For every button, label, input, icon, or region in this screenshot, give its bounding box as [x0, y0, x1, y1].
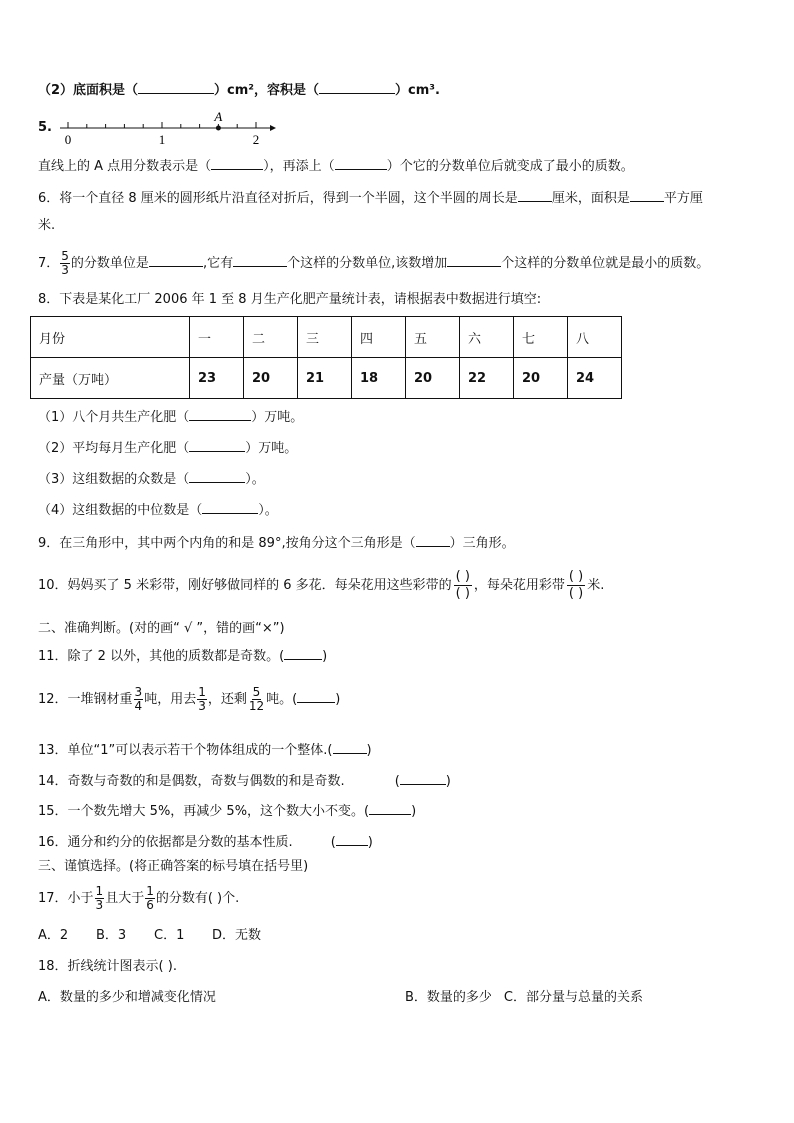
text: ) [445, 774, 451, 789]
table-cell: 24 [568, 358, 622, 399]
answer-blank[interactable] [284, 646, 322, 660]
text: 14．奇数与奇数的和是偶数，奇数与偶数的和是奇数. [38, 774, 345, 789]
question-16 [38, 832, 373, 852]
answer-blank[interactable] [518, 188, 552, 202]
table-cell: 21 [298, 358, 352, 399]
table-cell: 六 [460, 317, 514, 358]
question-17-options [38, 927, 261, 945]
option-a[interactable]: A．2 [38, 928, 69, 943]
table-cell: 一 [190, 317, 244, 358]
question-18: 18．折线统计图表示( ). [38, 959, 177, 974]
answer-blank[interactable] [630, 188, 664, 202]
text: ) [322, 649, 328, 664]
text: ）个它的分数单位后就变成了最小的质数。 [386, 159, 634, 174]
text: ) [366, 743, 372, 758]
question-11 [38, 646, 327, 666]
text: 吨。( [266, 692, 298, 707]
text: 个这样的分数单位就是最小的质数。 [501, 256, 710, 271]
text: ）三角形。 [449, 536, 515, 551]
text: ）万吨。 [251, 410, 304, 425]
number-line [55, 106, 295, 146]
table-cell: 三 [298, 317, 352, 358]
text: 11．除了 2 以外，其他的质数都是奇数。( [38, 649, 285, 664]
answer-blank[interactable] [447, 253, 501, 267]
answer-blank[interactable] [189, 438, 245, 452]
text: 7． [38, 256, 60, 271]
question-5-text [38, 156, 634, 176]
tick-marks [68, 122, 256, 128]
text: ）。 [258, 503, 278, 518]
point-a-label: A [214, 109, 223, 124]
table-cell: 22 [460, 358, 514, 399]
question-8-sub2 [38, 438, 297, 458]
text: 6．将一个直径 8 厘米的圆形纸片沿直径对折后，得到一个半圆，这个半圆的周长是 [38, 191, 518, 206]
table-row-label: 产量（万吨） [31, 358, 190, 399]
text: ）cm³. [395, 83, 440, 98]
option-c[interactable]: C．1 [154, 928, 185, 943]
text: ）万吨。 [245, 441, 298, 456]
fraction-blank[interactable]: $\frac{( )}{( )}$ [455, 569, 470, 601]
fraction-blank[interactable]: $\frac{( )}{( )}$ [568, 569, 584, 601]
answer-blank[interactable] [400, 771, 446, 785]
answer-blank[interactable] [336, 832, 368, 846]
table-cell: 二 [244, 317, 298, 358]
text: （1）八个月共生产化肥（ [38, 410, 190, 425]
answer-blank[interactable] [335, 156, 387, 170]
text: ）。 [245, 472, 265, 487]
text: ) [411, 804, 417, 819]
question-6-line2: 米. [38, 218, 56, 233]
question-8-sub3 [38, 469, 265, 489]
answer-blank[interactable] [319, 80, 395, 94]
question-8-sub4 [38, 500, 278, 520]
question-prev-part2 [38, 80, 440, 100]
fraction: $\frac{5}{3}$ [61, 249, 69, 277]
table-cell: 五 [406, 317, 460, 358]
table-cell: 23 [190, 358, 244, 399]
question-14 [38, 771, 451, 791]
section-3-title: 三、谨慎选择。(将正确答案的标号填在括号里) [38, 859, 309, 874]
tick-label-0: 0 [64, 132, 72, 146]
fraction: $\frac{5}{12}$ [248, 685, 265, 713]
text: 且大于 [105, 891, 145, 906]
table-cell: 八 [568, 317, 622, 358]
fraction: $\frac{3}{4}$ [134, 685, 143, 713]
text: 17．小于 [38, 891, 94, 906]
text: 16．通分和约分的依据都是分数的基本性质. [38, 835, 293, 850]
question-18-options-bc [405, 989, 643, 1007]
question-7 [38, 244, 709, 284]
table-header-label: 月份 [31, 317, 190, 358]
text: ，每朵花用彩带 [473, 578, 565, 593]
answer-blank[interactable] [416, 533, 450, 547]
fraction: $\frac{1}{6}$ [146, 884, 154, 912]
question-8-sub1 [38, 407, 303, 427]
text: ) [367, 835, 373, 850]
answer-blank[interactable] [233, 253, 287, 267]
question-18-option-a[interactable]: A．数量的多少和增减变化情况 [38, 990, 216, 1005]
text: ,它有 [202, 256, 234, 271]
fraction: $\frac{1}{3}$ [95, 884, 104, 912]
text: ( [394, 774, 400, 789]
table-cell: 七 [514, 317, 568, 358]
text: ) [335, 692, 341, 707]
text: 的分数有( )个. [155, 891, 240, 906]
option-d[interactable]: D．无数 [212, 928, 262, 943]
table-cell: 20 [406, 358, 460, 399]
text: 10．妈妈买了 5 米彩带，刚好够做同样的 6 多花．每朵花用这些彩带的 [38, 578, 452, 593]
text: ，还剩 [207, 692, 247, 707]
text: ），再添上（ [263, 159, 335, 174]
question-5-number: 5. [38, 120, 52, 135]
fraction: $\frac{1}{3}$ [198, 685, 206, 713]
text: 9．在三角形中，其中两个内角的和是 89°,按角分这个三角形是（ [38, 536, 416, 551]
text: 直线上的 A 点用分数表示是（ [38, 159, 212, 174]
table-cell: 20 [514, 358, 568, 399]
table-cell: 20 [244, 358, 298, 399]
question-6-line1 [38, 188, 703, 208]
answer-blank[interactable] [297, 689, 335, 703]
text: （4）这组数据的中位数是（ [38, 503, 203, 518]
text: ）cm²，容积是（ [214, 83, 319, 98]
table-row [31, 358, 622, 399]
text: （3）这组数据的众数是（ [38, 472, 190, 487]
text: 吨，用去 [144, 692, 197, 707]
text: （2）平均每月生产化肥（ [38, 441, 190, 456]
text: 15．一个数先增大 5%，再减少 5%，这个数大小不变。( [38, 804, 370, 819]
text: 13．单位“1”可以表示若干个物体组成的一个整体.( [38, 743, 333, 758]
tick-label-2: 2 [252, 132, 260, 146]
question-9 [38, 533, 515, 553]
text: 12．一堆钢材重 [38, 692, 133, 707]
text: ( [330, 835, 336, 850]
text: 米. [587, 578, 605, 593]
tick-label-1: 1 [158, 132, 166, 146]
table-cell: 18 [352, 358, 406, 399]
text: 个这样的分数单位,该数增加 [287, 256, 448, 271]
text: 厘米，面积是 [551, 191, 630, 206]
answer-blank[interactable] [189, 407, 251, 421]
section-2-title: 二、准确判断。(对的画“ √ ”，错的画“×”) [38, 621, 285, 636]
question-12 [38, 680, 340, 720]
axis-arrow-icon [270, 125, 276, 131]
answer-blank[interactable] [333, 740, 367, 754]
answer-blank[interactable] [202, 500, 258, 514]
question-13 [38, 740, 372, 760]
text: （2）底面积是（ [38, 83, 139, 98]
text: 平方厘 [663, 191, 703, 206]
question-17 [38, 879, 239, 919]
answer-blank[interactable] [189, 469, 245, 483]
option-b[interactable]: B．3 [96, 928, 127, 943]
answer-blank[interactable] [211, 156, 263, 170]
table-row [31, 317, 622, 358]
question-8-title: 8．下表是某化工厂 2006 年 1 至 8 月生产化肥产量统计表，请根据表中数据进行填空: [38, 292, 542, 307]
table-cell: 四 [352, 317, 406, 358]
answer-blank[interactable] [138, 80, 214, 94]
answer-blank[interactable] [149, 253, 203, 267]
text: 的分数单位是 [70, 256, 149, 271]
option-c[interactable]: C．部分量与总量的关系 [503, 990, 643, 1005]
option-b[interactable]: B．数量的多少 [405, 990, 492, 1005]
answer-blank[interactable] [369, 801, 411, 815]
question-15 [38, 801, 416, 821]
question-10 [38, 563, 604, 609]
point-a [216, 126, 221, 131]
production-table [30, 316, 622, 399]
